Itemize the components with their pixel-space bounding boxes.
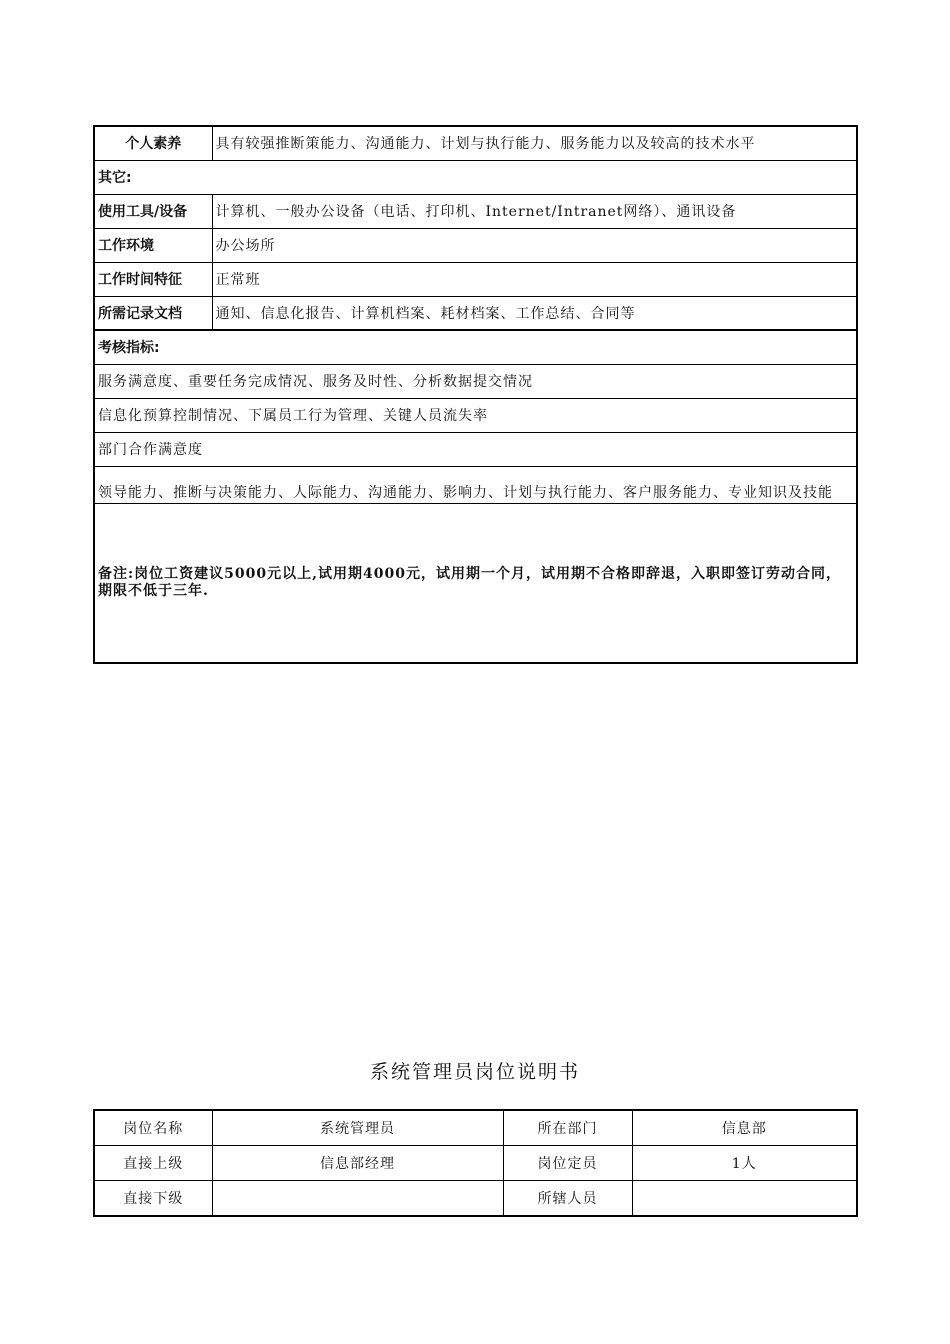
table-cell: 1人 (632, 1146, 857, 1181)
personal-quality-value: 具有较强推断策能力、沟通能力、计划与执行能力、服务能力以及较高的技术水平 (212, 126, 857, 160)
table-cell: 所辖人员 (503, 1181, 632, 1217)
table-row (94, 194, 857, 228)
table-row (94, 296, 857, 330)
table-cell: 系统管理员 (212, 1110, 503, 1146)
table-row (94, 1181, 857, 1217)
table-row (94, 398, 857, 432)
table-row (94, 503, 857, 663)
table-cell: 信息部 (632, 1110, 857, 1146)
kpi-item: 信息化预算控制情况、下属员工行为管理、关键人员流失率 (94, 398, 857, 432)
table-row (94, 364, 857, 398)
environment-label: 工作环境 (94, 228, 212, 262)
table-cell: 直接上级 (94, 1146, 212, 1181)
remark-note: 备注:岗位工资建议5000元以上,试用期4000元，试用期一个月，试用期不合格即辞退，入职即签订劳动合同，期限不低于三年. (94, 503, 857, 663)
environment-value: 办公场所 (212, 228, 857, 262)
documents-value: 通知、信息化报告、计算机档案、耗材档案、工作总结、合同等 (212, 296, 857, 330)
kpi-item: 服务满意度、重要任务完成情况、服务及时性、分析数据提交情况 (94, 364, 857, 398)
tools-label: 使用工具/设备 (94, 194, 212, 228)
table-row (94, 126, 857, 160)
documents-label: 所需记录文档 (94, 296, 212, 330)
kpi-item: 领导能力、推断与决策能力、人际能力、沟通能力、影响力、计划与执行能力、客户服务能力、专业知识及技能 (94, 466, 857, 503)
personal-quality-label: 个人素养 (94, 126, 212, 160)
tools-value: 计算机、一般办公设备（电话、打印机、Internet/Intranet网络）、通讯设备 (212, 194, 857, 228)
kpi-item: 部门合作满意度 (94, 432, 857, 466)
table-row (94, 1110, 857, 1146)
work-time-label: 工作时间特征 (94, 262, 212, 296)
table-row (94, 466, 857, 503)
page-title: 系统管理员岗位说明书 (369, 1061, 580, 1083)
table-cell (212, 1181, 503, 1217)
table-cell: 岗位名称 (94, 1110, 212, 1146)
table-cell: 岗位定员 (503, 1146, 632, 1181)
table-cell: 直接下级 (94, 1181, 212, 1217)
job-info-table (93, 1109, 858, 1217)
work-time-value: 正常班 (212, 262, 857, 296)
table-cell: 信息部经理 (212, 1146, 503, 1181)
table-row (94, 330, 857, 364)
table-row (94, 1146, 857, 1181)
table-row (94, 228, 857, 262)
table-cell (632, 1181, 857, 1217)
table-row (94, 432, 857, 466)
job-requirements-table (93, 125, 858, 664)
kpi-header: 考核指标: (94, 330, 857, 364)
table-cell: 所在部门 (503, 1110, 632, 1146)
other-header: 其它: (94, 160, 857, 194)
table-row (94, 262, 857, 296)
table-row (94, 160, 857, 194)
